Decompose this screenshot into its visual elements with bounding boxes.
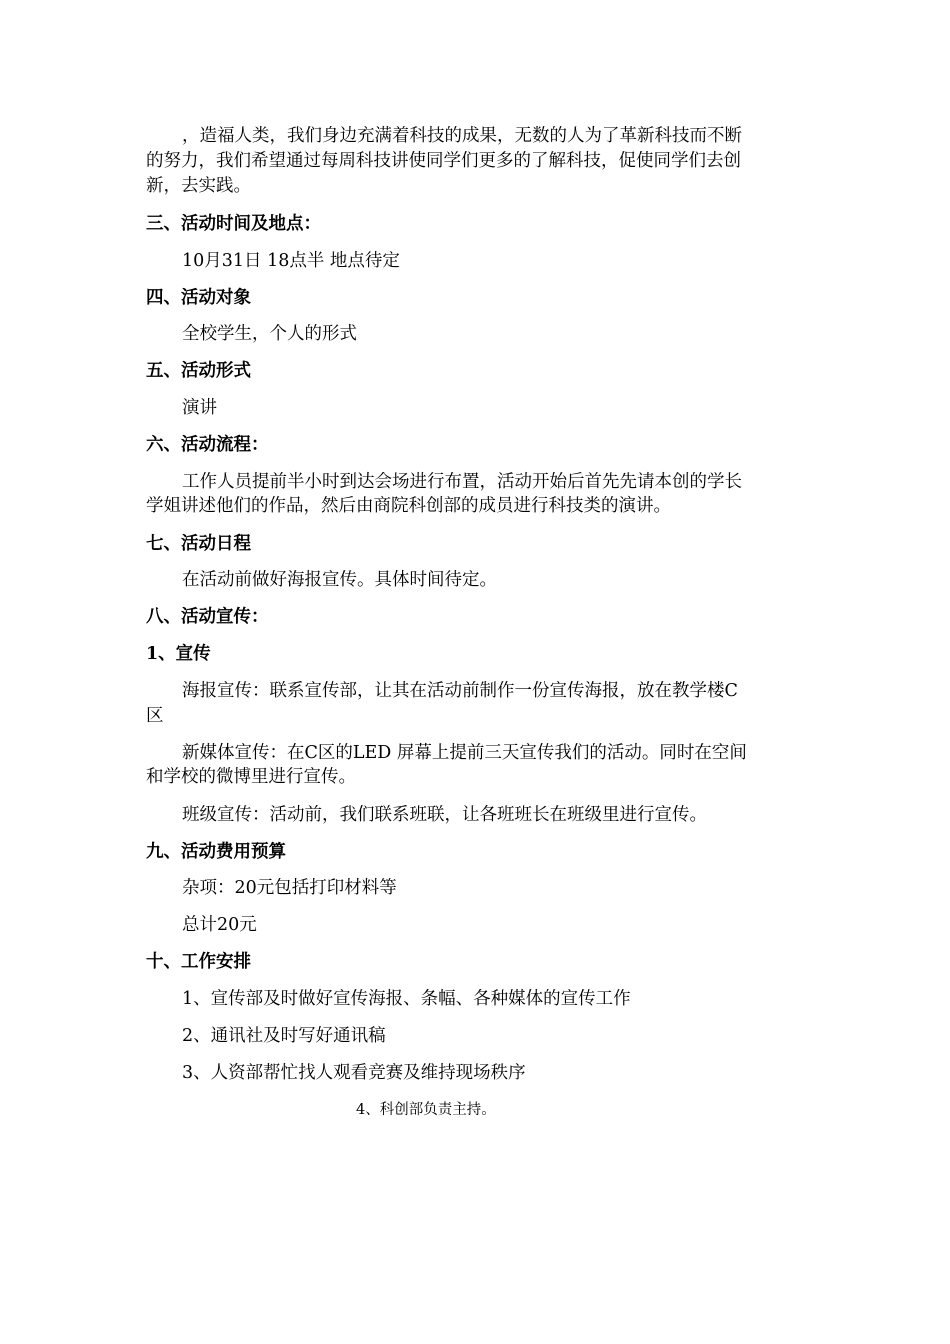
section-5-text: 演讲 xyxy=(182,398,217,418)
section-5-heading: 五、活动形式 xyxy=(146,361,251,381)
section-9-item-1: 杂项：20元包括打印材料等 xyxy=(182,878,397,898)
section-10-heading: 十、工作安排 xyxy=(146,952,251,972)
section-6-line-1: 工作人员提前半小时到达会场进行布置，活动开始后首先先请本创的学长 xyxy=(182,472,742,492)
section-3-heading: 三、活动时间及地点： xyxy=(146,214,321,234)
section-8-sub-heading: 1、宣传 xyxy=(146,644,211,664)
section-10-item-1: 1、宣传部及时做好宣传海报、条幅、各种媒体的宣传工作 xyxy=(182,989,631,1009)
intro-line-1: ，造福人类，我们身边充满着科技的成果，无数的人为了革新科技而不断 xyxy=(182,126,742,146)
section-3-text: 10月31日 18点半 地点待定 xyxy=(182,251,400,271)
poster-line-2: 区 xyxy=(146,706,164,726)
section-4-text: 全校学生，个人的形式 xyxy=(182,324,357,344)
class-promo-text: 班级宣传：活动前，我们联系班联，让各班班长在班级里进行宣传。 xyxy=(182,805,707,825)
section-9-total: 总计20元 xyxy=(182,915,257,935)
section-7-text: 在活动前做好海报宣传。具体时间待定。 xyxy=(182,570,497,590)
section-6-line-2: 学姐讲述他们的作品，然后由商院科创部的成员进行科技类的演讲。 xyxy=(146,496,671,516)
section-9-heading: 九、活动费用预算 xyxy=(146,842,286,862)
section-10-item-2: 2、通讯社及时写好通讯稿 xyxy=(182,1026,386,1046)
section-10-item-3: 3、人资部帮忙找人观看竞赛及维持现场秩序 xyxy=(182,1063,526,1083)
section-6-heading: 六、活动流程： xyxy=(146,435,269,455)
section-8-heading: 八、活动宣传： xyxy=(146,607,269,627)
section-7-heading: 七、活动日程 xyxy=(146,534,251,554)
intro-line-2: 的努力，我们希望通过每周科技讲使同学们更多的了解科技，促使同学们去创 xyxy=(146,151,741,171)
media-line-1: 新媒体宣传：在C区的LED 屏幕上提前三天宣传我们的活动。同时在空间 xyxy=(182,743,747,763)
section-4-heading: 四、活动对象 xyxy=(146,288,251,308)
intro-line-3: 新，去实践。 xyxy=(146,176,251,196)
media-line-2: 和学校的微博里进行宣传。 xyxy=(146,767,356,787)
section-10-item-4: 4、科创部负责主持。 xyxy=(356,1102,496,1118)
poster-line-1: 海报宣传：联系宣传部，让其在活动前制作一份宣传海报，放在教学楼C xyxy=(182,681,738,701)
